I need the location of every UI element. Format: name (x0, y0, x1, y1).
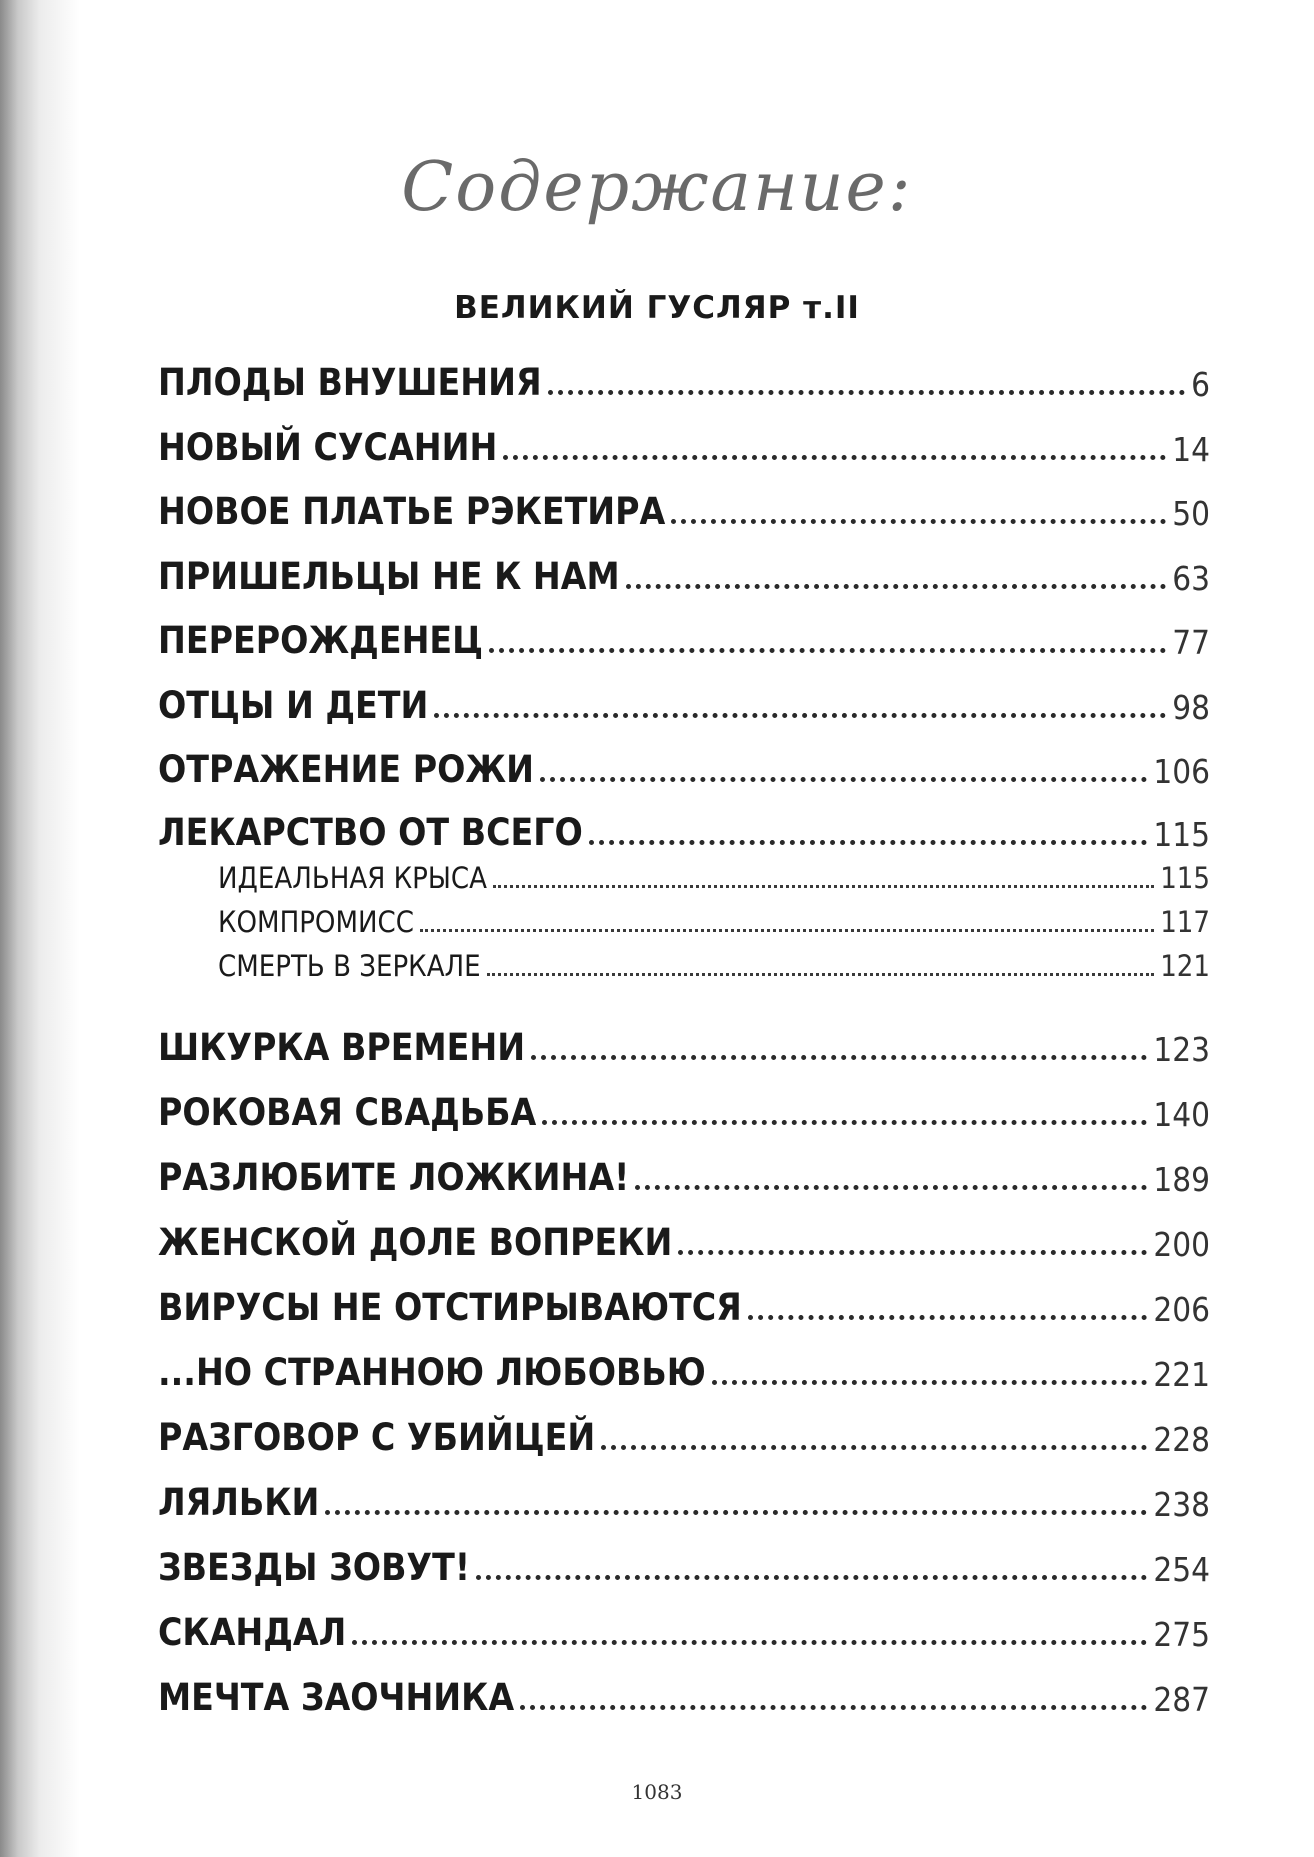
toc-entry-title: КОМПРОМИСС (218, 905, 414, 939)
toc-entry-title: РОКОВАЯ СВАДЬБА (158, 1091, 537, 1134)
toc-entry-page: 63 (1172, 559, 1210, 598)
leader-dots (678, 1250, 1147, 1255)
contents-heading: Содержание: (401, 148, 913, 227)
toc-entry-page: 6 (1191, 365, 1210, 404)
toc-entry-title: СКАНДАЛ (158, 1611, 347, 1654)
toc-entry-page: 77 (1172, 623, 1210, 662)
toc-entry-title: ...НО СТРАННОЮ ЛЮБОВЬЮ (158, 1351, 706, 1394)
toc-entry (158, 1543, 1210, 1589)
toc-entry-title: ИДЕАЛЬНАЯ КРЫСА (218, 861, 487, 895)
toc-entry-page: 140 (1153, 1095, 1210, 1134)
toc-entry-page: 115 (1160, 861, 1210, 895)
toc-subentry (158, 945, 1210, 983)
toc-entry-page: 98 (1172, 688, 1210, 727)
toc-entry-title: ВИРУСЫ НЕ ОТСТИРЫВАЮТСЯ (158, 1286, 742, 1329)
toc-entry (158, 1673, 1210, 1719)
leader-dots (325, 1510, 1147, 1515)
toc-entry-title: МЕЧТА ЗАОЧНИКА (158, 1676, 515, 1719)
toc-entry-title: НОВЫЙ СУСАНИН (158, 426, 498, 469)
leader-dots (671, 519, 1166, 524)
toc-entry-title: ШКУРКА ВРЕМЕНИ (158, 1026, 526, 1069)
leader-dots (487, 973, 1155, 976)
toc-entry-page: 50 (1172, 494, 1210, 533)
toc-entry-title: ЖЕНСКОЙ ДОЛЕ ВОПРЕКИ (158, 1221, 673, 1264)
page-number: 1083 (631, 1780, 683, 1804)
toc-entry-title: ОТЦЫ И ДЕТИ (158, 684, 429, 727)
toc-entry-page: 238 (1153, 1485, 1210, 1524)
toc-entry (158, 1608, 1210, 1654)
leader-dots (626, 584, 1167, 589)
toc-entry-title: СМЕРТЬ В ЗЕРКАЛЕ (218, 949, 481, 983)
toc-entry (158, 745, 1210, 791)
toc-entry-page: 200 (1153, 1225, 1210, 1264)
toc-entry (158, 1283, 1210, 1329)
toc-entry-title: НОВОЕ ПЛАТЬЕ РЭКЕТИРА (158, 490, 666, 533)
toc-entry-page: 115 (1153, 815, 1210, 854)
leader-dots (503, 455, 1166, 460)
leader-dots (434, 713, 1166, 718)
leader-dots (520, 1705, 1147, 1710)
section-heading: ВЕЛИКИЙ ГУСЛЯР т.II (454, 290, 860, 326)
leader-dots (589, 840, 1148, 845)
toc-entry (158, 487, 1210, 533)
toc-entry-title: ЗВЕЗДЫ ЗОВУТ! (158, 1546, 470, 1589)
leader-dots (540, 777, 1147, 782)
toc-entry-title: ПЕРЕРОЖДЕНЕЦ (158, 619, 484, 662)
toc-entry-page: 275 (1153, 1615, 1210, 1654)
leader-dots (635, 1185, 1147, 1190)
leader-dots (352, 1640, 1147, 1645)
leader-dots (531, 1055, 1147, 1060)
toc-entry-page: 189 (1153, 1160, 1210, 1199)
leader-dots (548, 390, 1185, 395)
toc-entry-page: 287 (1153, 1680, 1210, 1719)
toc-entry (158, 808, 1210, 854)
leader-dots (601, 1445, 1147, 1450)
toc-entry-title: РАЗГОВОР С УБИЙЦЕЙ (158, 1416, 596, 1459)
toc-entry (158, 358, 1210, 404)
toc-entry-title: ЛЯЛЬКИ (158, 1481, 320, 1524)
toc-subentry (158, 857, 1210, 895)
toc-entry (158, 1413, 1210, 1459)
toc-entry (158, 1478, 1210, 1524)
toc-entry (158, 1153, 1210, 1199)
toc-entry-page: 123 (1153, 1030, 1210, 1069)
toc-entry-page: 254 (1153, 1550, 1210, 1589)
toc-entry (158, 1088, 1210, 1134)
toc-entry-page: 206 (1153, 1290, 1210, 1329)
toc-entry-page: 228 (1153, 1420, 1210, 1459)
toc-entry (158, 616, 1210, 662)
toc-entry-title: ПЛОДЫ ВНУШЕНИЯ (158, 361, 542, 404)
toc-entry (158, 681, 1210, 727)
toc-entry (158, 1348, 1210, 1394)
toc-entry-title: РАЗЛЮБИТЕ ЛОЖКИНА! (158, 1156, 630, 1199)
toc-entry-title: ЛЕКАРСТВО ОТ ВСЕГО (158, 811, 583, 854)
leader-dots (420, 929, 1154, 932)
leader-dots (542, 1120, 1147, 1125)
leader-dots (493, 885, 1154, 888)
leader-dots (748, 1315, 1148, 1320)
toc-entry-page: 14 (1172, 430, 1210, 469)
leader-dots (489, 648, 1166, 653)
toc-entry-title: ПРИШЕЛЬЦЫ НЕ К НАМ (158, 555, 620, 598)
toc-subentry (158, 901, 1210, 939)
leader-dots (712, 1380, 1148, 1385)
toc-entry (158, 1023, 1210, 1069)
toc-entry (158, 423, 1210, 469)
toc-entry-page: 121 (1160, 949, 1210, 983)
toc-entry-page: 106 (1153, 752, 1210, 791)
toc-entry (158, 552, 1210, 598)
toc-entry-page: 117 (1160, 905, 1210, 939)
toc-entry-title: ОТРАЖЕНИЕ РОЖИ (158, 748, 534, 791)
toc-entry-page: 221 (1153, 1355, 1210, 1394)
leader-dots (476, 1575, 1147, 1580)
toc-entry (158, 1218, 1210, 1264)
